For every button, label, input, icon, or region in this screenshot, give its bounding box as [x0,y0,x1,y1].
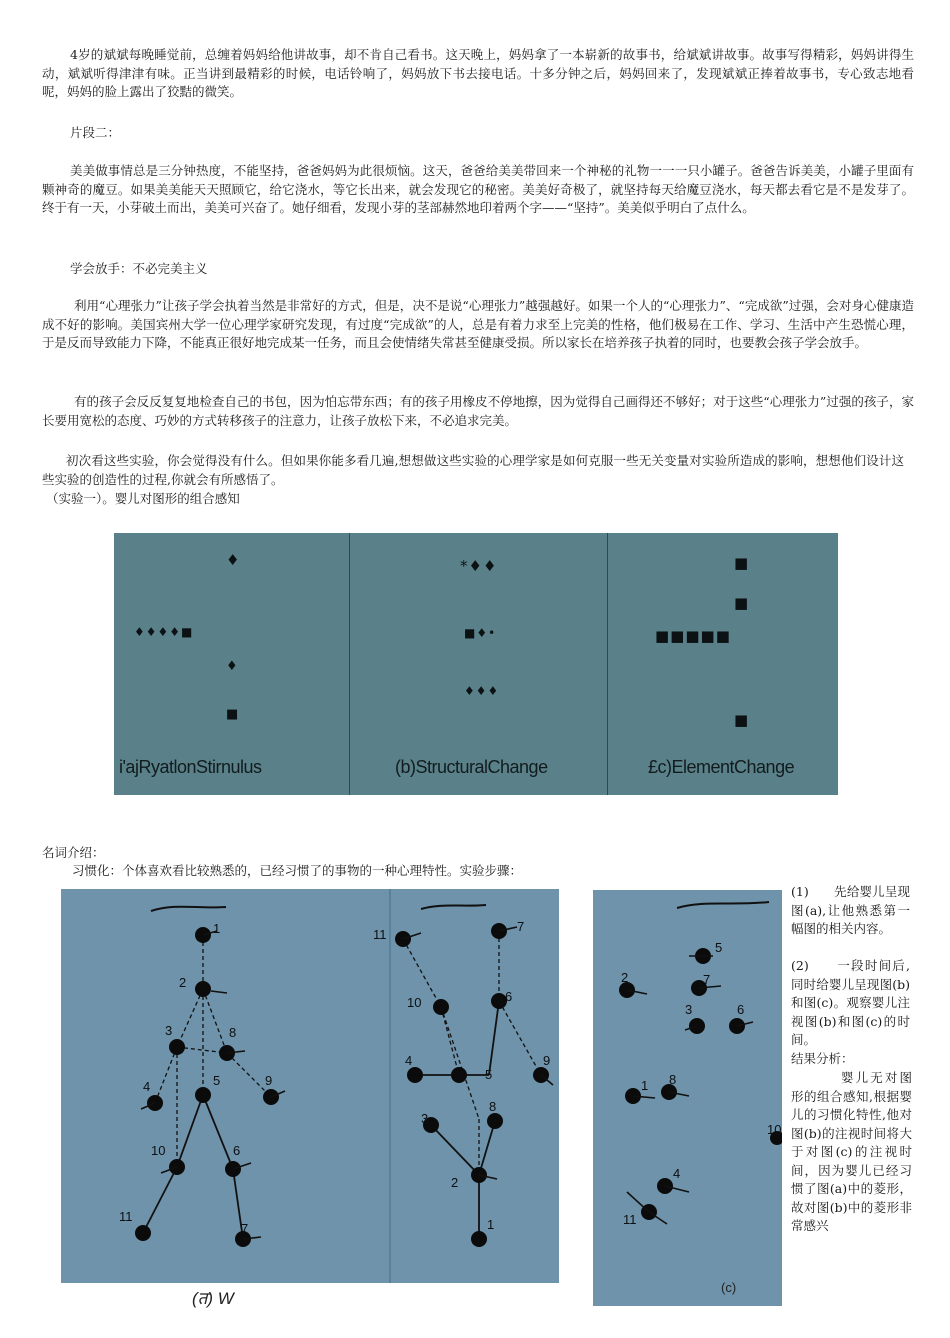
square-symbol: ■ [734,711,750,729]
svg-text:11: 11 [119,1209,133,1224]
svg-text:7: 7 [517,919,525,934]
svg-text:8: 8 [229,1025,237,1040]
procedure-step-1: (1) 先给婴儿呈现图(a),让他熟悉第一幅图的相关内容。 [791,884,910,936]
svg-text:2: 2 [621,970,629,985]
paragraph-5: 初次看这些实验，你会觉得没有什么。但如果你能多看几遍,想想做这些实验的心理学家是如何克服一些无关变量对实验所造成的影响，想想他们设计这些实验的创造性的过程,你就会有所感悟了。 [42,453,904,487]
svg-text:7: 7 [241,1221,249,1236]
procedure-step-2: (2) 一段时间后,同时给婴儿呈现图(b)和图(c)。观察婴儿注视图(b)和图(c)的时间。 [791,958,910,1047]
square-symbol: ■ [226,707,240,722]
svg-text:3: 3 [421,1111,429,1126]
paragraph-4: 有的孩子会反反复复地检查自己的书包，因为怕忘带东西；有的孩子用橡皮不停地擦，因为觉得自己画得还不够好；对于这些“心理张力”过强的孩子，家长要用宽松的态度、巧妙的方式转移孩子的注意力，让孩子放松下来，不必追求完美。 [42,394,914,428]
diamond-group-symbols: *♦♦ [460,557,498,575]
diamond-symbol: ♦ [226,659,239,674]
svg-text:1: 1 [487,1217,495,1232]
svg-text:3: 3 [165,1023,173,1038]
square-symbol: ■ [734,554,750,572]
svg-text:8: 8 [489,1099,497,1114]
diamond-row-symbols: ♦♦♦ [464,684,500,698]
caption-structural-change: (b)StructuralChange [395,757,548,777]
figure-point-light-c [593,890,782,1306]
svg-text:8: 8 [669,1072,677,1087]
point-light-diagram-c [593,890,782,1306]
svg-text:11: 11 [623,1212,637,1227]
caption-element-change: £c)ElementChange [648,757,795,777]
mixed-row-symbols: ■♦• [464,626,497,640]
paragraph-2: 美美做事情总是三分钟热度，不能坚持，爸爸妈妈为此很烦恼。这天，爸爸给美美带回来一个神秘的礼物一一一只小罐子。爸爸告诉美美，小罐子里面有颗神奇的魔豆。如果美美能天天照顾它，给它浇水，等它长出来，就会发现它的秘密。美美好奇极了，就坚持每天给魔豆浇水，每天都去看它是不是发芽了。终于有一天，小芽破土而出，美美可兴奋了。她仔细看，发现小芽的茎部赫然地印着两个字——“坚持”。美美似乎明白了点什么。 [42,163,914,215]
figure-point-light-a-b [61,889,559,1283]
habituation-definition: 习惯化：个体喜欢看比较熟悉的，已经习惯了的事物的一种心理特性。实验步骤： [72,863,523,878]
svg-text:10: 10 [407,995,422,1010]
svg-text:5: 5 [485,1067,493,1082]
svg-text:7: 7 [703,972,711,987]
result-analysis-text: 婴儿无对图形的组合感知,根据婴儿的习惯化特性,他对图(b)的注视时间将大于对图(c)的注视时间，因为婴儿已经习惯了图(a)中的菱形，故对图(b)中的菱形非常感兴 [791,1070,912,1233]
paragraph-1: 4岁的斌斌每晚睡觉前，总缠着妈妈给他讲故事，却不肯自己看书。这天晚上，妈妈拿了一本崭新的故事书，给斌斌讲故事。故事写得精彩，妈妈讲得生动，斌斌听得津津有味。正当讲到最精彩的时候，电话铃响了，妈妈放下书去接电话。十多分钟之后，妈妈回来了，发现斌斌正捧着故事书，专心致志地看呢，妈妈的脸上露出了狡黠的微笑。 [42,47,914,99]
svg-text:9: 9 [265,1073,273,1088]
diamond-symbol: ♦ [226,551,241,569]
svg-text:9: 9 [543,1053,551,1068]
figure-pattern-stimuli [114,533,838,795]
result-analysis-heading: 结果分析： [791,1051,854,1066]
svg-text:2: 2 [179,975,187,990]
svg-text:1: 1 [641,1078,649,1093]
section-heading-fragment-2: 片段二： [70,125,121,140]
svg-text:4: 4 [673,1166,681,1181]
diamond-row-symbols: ♦♦♦♦■ [134,625,194,639]
experiment-1-title: （实验一）。婴儿对图形的组合感知 [46,491,240,506]
svg-text:10: 10 [767,1122,782,1137]
svg-text:6: 6 [233,1143,241,1158]
svg-text:5: 5 [213,1073,221,1088]
svg-text:2: 2 [451,1175,459,1190]
section-heading-let-go: 学会放手：不必完美主义 [70,261,208,276]
paragraph-3: 利用“心理张力”让孩子学会执着当然是非常好的方式，但是，决不是说“心理张力”越强越好。如果一个人的“心理张力”、“完成欲”过强，会对身心健康造成不好的影响。美国宾州大学一位心理学家研究发现，有过度“完成欲”的人，总是有着力求至上完美的性格，他们极易在工作、学习、生活中产生恐慌心理，于是反而导致能力下降，不能真正很好地完成某一任务，而且会使情绪失常甚至健康受损。所以家长在培养孩子执着的同时，也要教会孩子学会放手。 [42,298,914,350]
svg-text:4: 4 [405,1053,413,1068]
square-row-symbols: ■■■■■ [655,627,731,645]
svg-text:5: 5 [715,940,723,955]
figure-label-a: (त) W [192,1289,234,1308]
svg-text:10: 10 [151,1143,166,1158]
term-introduction-title: 名词介绍： [42,845,105,860]
svg-text:1: 1 [213,921,221,936]
svg-text:11: 11 [373,927,387,942]
svg-text:4: 4 [143,1079,151,1094]
svg-text:6: 6 [505,989,513,1004]
svg-text:3: 3 [685,1002,693,1017]
figure-label-c: (c) [721,1280,737,1295]
svg-text:6: 6 [737,1002,745,1017]
caption-familiarization-stimulus: i'ajRyatlonStirnulus [119,757,262,777]
square-symbol: ■ [734,594,750,612]
point-light-diagram-a-b [61,889,559,1283]
